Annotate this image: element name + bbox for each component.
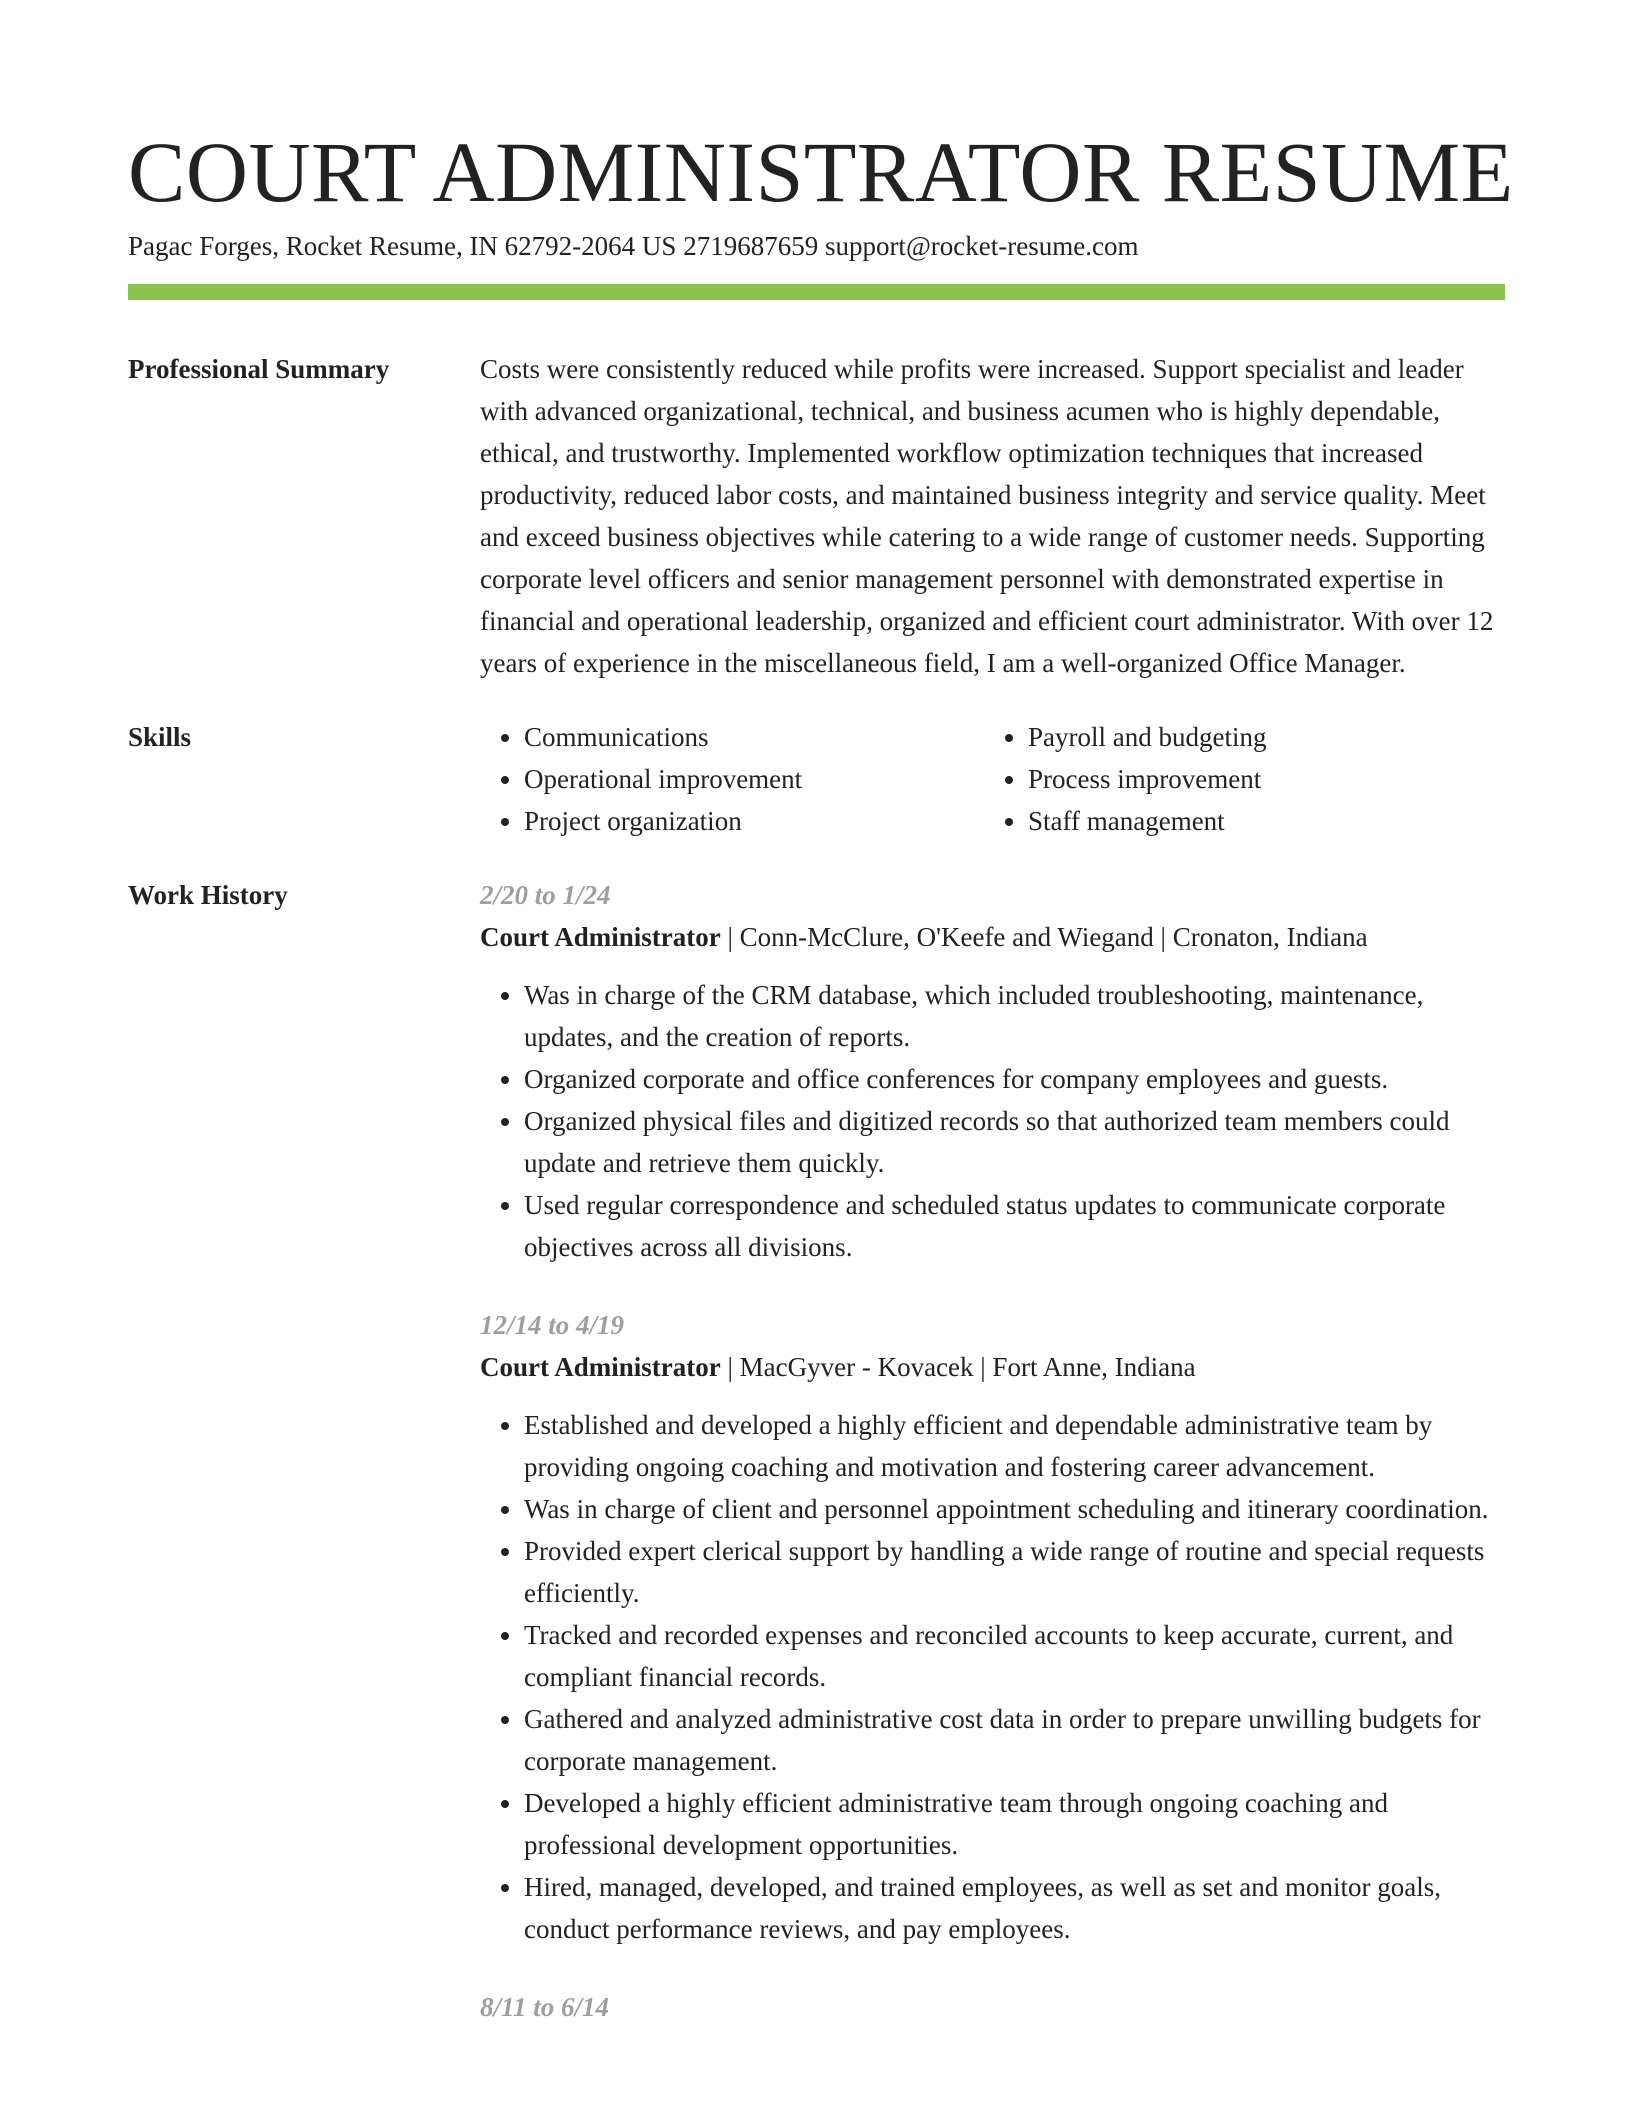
job-heading [480,1346,1505,1388]
contact-info: Pagac Forges, Rocket Resume, IN 62792-2064 US 2719687659 support@rocket-resume.com [128,231,1139,261]
skill-item: • Process improvement [1028,758,1488,800]
job-bullet: • Tracked and recorded expenses and reconciled accounts to keep accurate, current, and compliant financial records. [524,1614,1505,1698]
summary-section [128,348,1505,684]
job-title: Court Administrator [480,922,721,952]
skill-item: • Communications [524,716,984,758]
job-dates: 2/20 to 1/24 [480,880,611,910]
job-heading [480,916,1505,958]
job-bullet: • Provided expert clerical support by handling a wide range of routine and special requests efficiently. [524,1530,1505,1614]
job-dates: 8/11 to 6/14 [480,1992,610,2022]
job-bullet: • Hired, managed, developed, and trained employees, as well as set and monitor goals, conduct performance reviews, and pay employees. [524,1866,1505,1950]
resume-page [128,122,1514,2028]
skills-heading: Skills [128,722,192,752]
job-bullet: • Was in charge of client and personnel appointment scheduling and itinerary coordination. [524,1488,1505,1530]
job-bullet: • Organized corporate and office conferences for company employees and guests. [524,1058,1505,1100]
skills-section [128,716,1505,842]
work-history-body [480,874,1505,2028]
job-entry [480,1304,1505,1950]
job-entry [480,1986,1505,2028]
skill-item: • Project organization [524,800,984,842]
summary-heading: Professional Summary [128,354,390,384]
skill-item: • Staff management [1028,800,1488,842]
skill-item: • Operational improvement [524,758,984,800]
job-bullet: • Used regular correspondence and scheduled status updates to communicate corporate objectives across all divisions. [524,1184,1505,1268]
job-details: | MacGyver - Kovacek | Fort Anne, Indiana [720,1352,1196,1382]
job-dates: 12/14 to 4/19 [480,1310,625,1340]
summary-text: Costs were consistently reduced while profits were increased. Support specialist and leader with advanced organizational, technical, and business acumen who is highly dependable, ethical, and trustworthy. Implemented workflow optimization techniques that increased productivity, reduced labor costs, and maintained business integrity and service quality. Meet and exceed business objectives while catering to a wide range of customer needs. Supporting corporate level officers and senior management personnel with demonstrated expertise in financial and operational leadership, organized and efficient court administrator. With over 12 years of experience in the miscellaneous field, I am a well-organized Office Manager. [480,354,1494,678]
job-title: Court Administrator [480,1352,721,1382]
job-entry [480,874,1505,1268]
skills-list-right [984,716,1488,842]
job-details: | Conn-McClure, O'Keefe and Wiegand | Cronaton, Indiana [720,922,1368,952]
work-history-heading: Work History [128,880,288,910]
job-bullet-list [480,974,1505,1268]
job-bullet: • Was in charge of the CRM database, which included troubleshooting, maintenance, updates, and the creation of reports. [524,974,1505,1058]
resume-title: COURT ADMINISTRATOR RESUME [128,124,1514,220]
job-bullet: • Developed a highly efficient administrative team through ongoing coaching and professional development opportunities. [524,1782,1505,1866]
work-history-section [128,874,1505,2028]
accent-divider [128,284,1505,300]
skill-item: • Payroll and budgeting [1028,716,1488,758]
skills-list-left [480,716,984,842]
skills-grid [480,716,1505,842]
job-bullet: • Gathered and analyzed administrative cost data in order to prepare unwilling budgets for corporate management. [524,1698,1505,1782]
job-bullet: • Established and developed a highly efficient and dependable administrative team by providing ongoing coaching and motivation and fostering career advancement. [524,1404,1505,1488]
job-bullet-list [480,1404,1505,1950]
job-bullet: • Organized physical files and digitized records so that authorized team members could update and retrieve them quickly. [524,1100,1505,1184]
